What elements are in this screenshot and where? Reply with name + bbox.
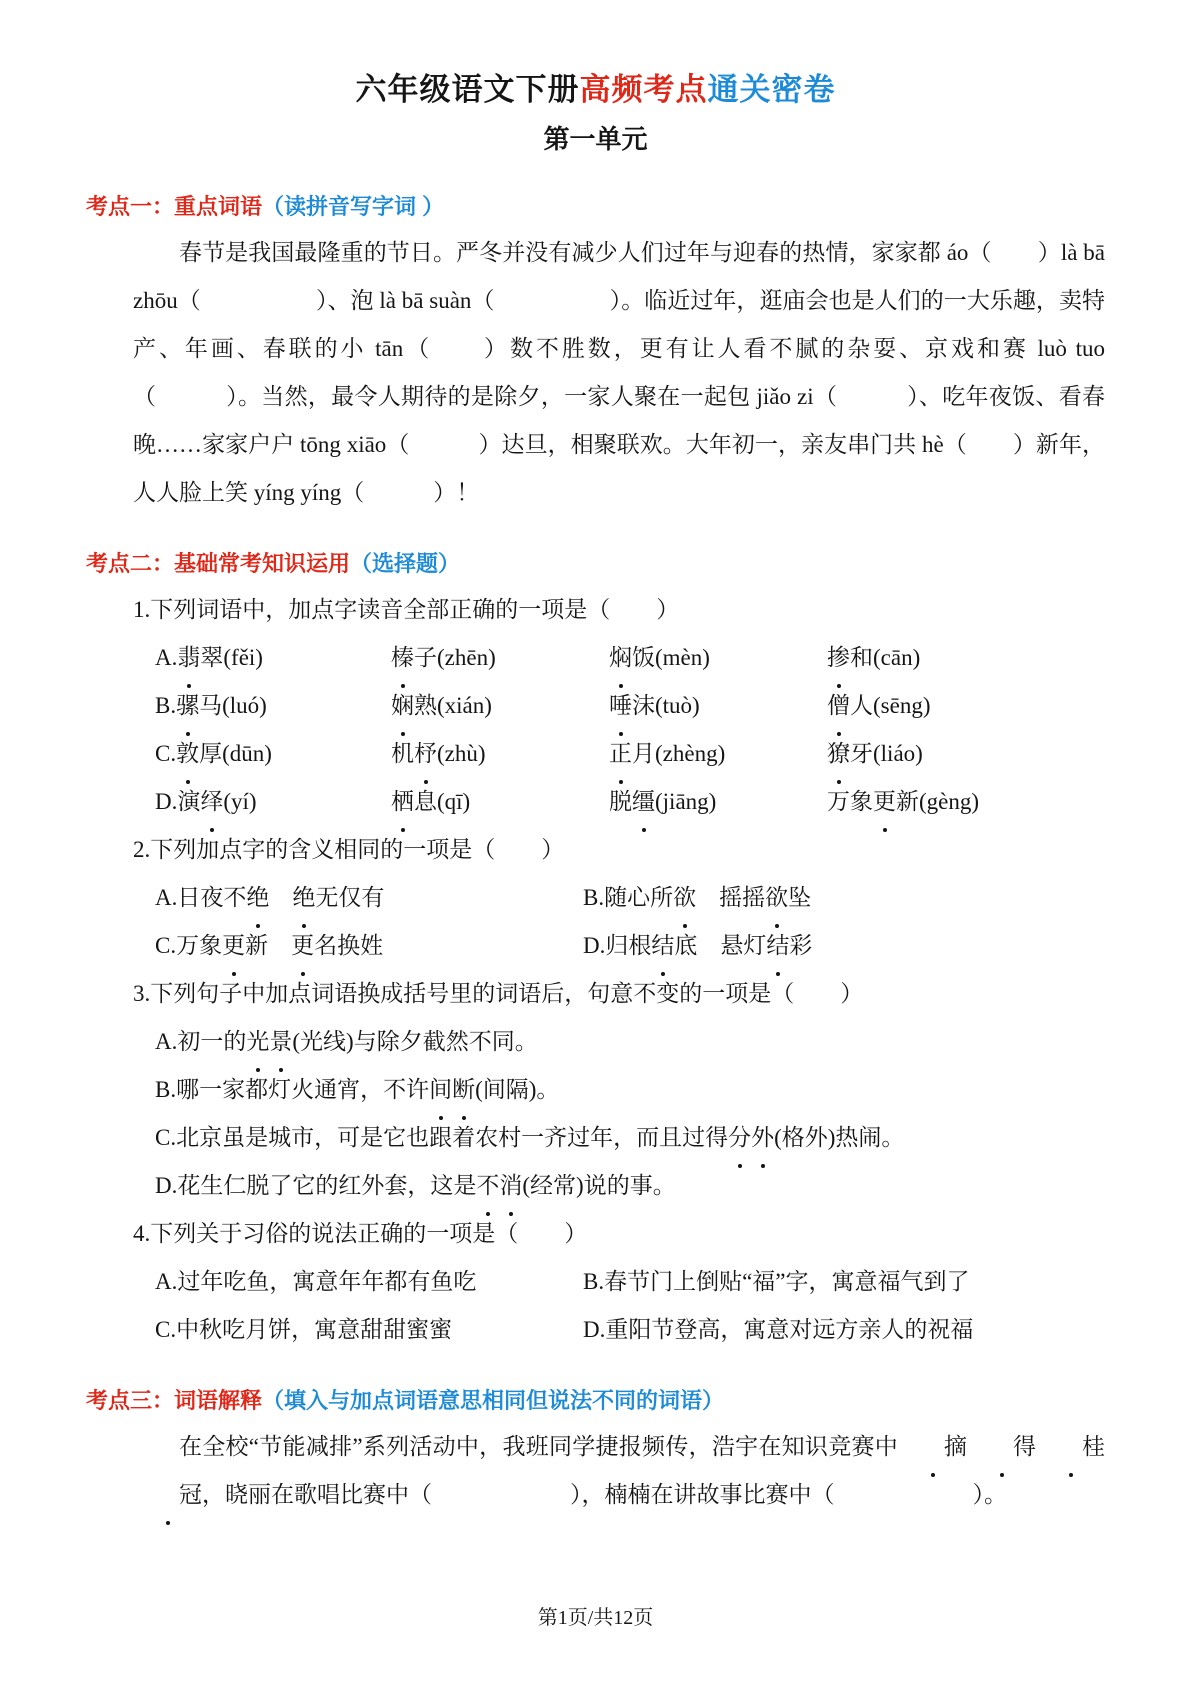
option-line: D.花生仁脱了它的红外套，这是不消(经常)说的事。 — [155, 1162, 1105, 1210]
section1-body — [133, 229, 1105, 517]
dotted-char: 欲 — [673, 874, 696, 922]
option-cell: 万象更新(gèng) — [827, 778, 1105, 826]
page-number: 第1页/共12页 — [537, 1607, 654, 1629]
dotted-char: 绝 — [246, 874, 269, 922]
option-cell: 娴熟(xián) — [391, 682, 609, 730]
option-row — [155, 922, 1105, 970]
option-row — [155, 778, 1105, 826]
question-stem-2: 2.下列加点字的含义相同的一项是（ ） — [133, 837, 565, 862]
dotted-char: 栖 — [391, 778, 414, 826]
dotted-char: 消 — [499, 1162, 522, 1210]
section1-paragraph: 春节是我国最隆重的节日。严冬并没有减少人们过年与迎春的热情，家家都 áo（ ）là bā zhōu（ ）、泡 là bā suàn（ ）。临近过年，逛庙会也是人们的一大乐趣，卖特产、年画、春联的小 tān（ ）数不胜数，更有让人看不腻的杂耍、京戏和赛 luò tuo（ ）。当然，最令人期待的是除夕，一家人聚在一起包 jiǎo zi（ ）、吃年夜饭、看春晚……家家户户 tōng xiāo（ ）达旦，相聚联欢。大年初一，亲友串门共 hè（ ）新年，人人脸上笑 yíng yíng（ ）！ — [133, 240, 1105, 505]
question-stem-3: 3.下列句子中加点词语换成括号里的词语后，句意不变的一项是（ ） — [133, 981, 864, 1006]
section2-heading — [86, 547, 1105, 578]
dotted-char: 僧 — [827, 682, 850, 730]
option-cell: 獠牙(liáo) — [827, 730, 1105, 778]
dotted-char: 结 — [651, 922, 674, 970]
section1-heading-note: （读拼音写字词 ） — [262, 194, 445, 219]
option-cell: A.日夜不绝 绝无仅有 — [155, 874, 583, 922]
dotted-char: 更 — [291, 922, 314, 970]
option-cell: C.万象更新 更名换姓 — [155, 922, 583, 970]
section2-questions — [133, 586, 1105, 1354]
dotted-char: 娴 — [391, 682, 414, 730]
dotted-char: 间 — [429, 1066, 452, 1114]
option-cell: C.中秋吃月饼，寓意甜甜蜜蜜 — [155, 1317, 453, 1342]
dotted-char: 唾 — [609, 682, 632, 730]
option-row — [155, 682, 1105, 730]
option-cell: D.演绎(yí) — [155, 778, 391, 826]
option-line: B.哪一家都灯火通宵，不许间断(间隔)。 — [155, 1066, 1105, 1114]
dotted-char: 正 — [609, 730, 632, 778]
option-cell: 僧人(sēng) — [827, 682, 1105, 730]
title-part-red: 高频考点 — [579, 72, 708, 107]
section3-heading — [86, 1384, 1105, 1415]
dotted-char: 掺 — [827, 634, 850, 682]
dotted-char: 外 — [751, 1114, 774, 1162]
dotted-char: 骡 — [176, 682, 199, 730]
section3-heading-note: （填入与加点词语意思相同但说法不同的词语） — [262, 1388, 725, 1413]
option-row — [155, 1258, 1105, 1306]
option-cell: 脱缰(jiāng) — [609, 778, 827, 826]
section2-heading-main: 考点二：基础常考知识运用 — [86, 551, 351, 576]
dotted-char: 绎 — [200, 778, 223, 826]
option-cell: B.春节门上倒贴“福”字，寓意福气到了 — [583, 1269, 970, 1294]
option-row — [155, 730, 1105, 778]
dotted-char: 缰 — [632, 778, 655, 826]
dotted-char: 更 — [873, 778, 896, 826]
option-cell: A.翡翠(fěi) — [155, 634, 391, 682]
unit-subtitle: 第一单元 — [543, 125, 648, 154]
option-cell: C.敦厚(dūn) — [155, 730, 391, 778]
section3-heading-main: 考点三：词语解释 — [86, 1388, 263, 1413]
title-part-blue: 通关密卷 — [707, 72, 836, 107]
option-cell: D.重阳节登高，寓意对远方亲人的祝福 — [583, 1317, 974, 1342]
dotted-char: 断 — [452, 1066, 475, 1114]
dotted-char: 桂 — [1036, 1423, 1105, 1471]
dotted-char: 榛 — [391, 634, 414, 682]
dotted-char: 欲 — [765, 874, 788, 922]
option-cell: D.归根结底 悬灯结彩 — [583, 922, 1105, 970]
dotted-char: 翡 — [177, 634, 200, 682]
page-title — [86, 64, 1105, 109]
dotted-char: 景 — [269, 1018, 292, 1066]
option-row — [155, 634, 1105, 682]
option-cell: 正月(zhèng) — [609, 730, 827, 778]
dotted-char: 结 — [766, 922, 789, 970]
section2-heading-note: （选择题） — [350, 551, 461, 576]
option-cell: 焖饭(mèn) — [609, 634, 827, 682]
dotted-char: 杼 — [414, 730, 437, 778]
option-row — [155, 1306, 1105, 1354]
dotted-char: 得 — [967, 1423, 1036, 1471]
option-cell: B.骡马(luó) — [155, 682, 391, 730]
dotted-char: 光 — [246, 1018, 269, 1066]
option-cell: A.过年吃鱼，寓意年年都有鱼吃 — [155, 1269, 477, 1294]
dotted-char: 冠 — [133, 1471, 202, 1519]
option-cell: 唾沫(tuò) — [609, 682, 827, 730]
section3-paragraph: 在全校“节能减排”系列活动中，我班同学捷报频传，浩宇在知识竞赛中 摘 得 桂冠，晓丽在歌唱比赛中（ ），楠楠在讲故事比赛中（ ）。 — [133, 1423, 1105, 1519]
dotted-char: 獠 — [827, 730, 850, 778]
option-cell: 栖息(qī) — [391, 778, 609, 826]
option-cell: B.随心所欲 摇摇欲坠 — [583, 874, 1105, 922]
question-stem-4: 4.下列关于习俗的说法正确的一项是（ ） — [133, 1221, 588, 1246]
section1-heading-main: 考点一：重点词语 — [86, 194, 263, 219]
option-line: A.初一的光景(光线)与除夕截然不同。 — [155, 1018, 1105, 1066]
option-cell: 掺和(cān) — [827, 634, 1105, 682]
title-part-black: 六年级语文下册 — [355, 72, 580, 107]
dotted-char: 敦 — [176, 730, 199, 778]
option-cell: 机杼(zhù) — [391, 730, 609, 778]
question-stem-1: 1.下列词语中，加点字读音全部正确的一项是（ ） — [133, 597, 680, 622]
option-line: C.北京虽是城市，可是它也跟着农村一齐过年，而且过得分外(格外)热闹。 — [155, 1114, 1105, 1162]
dotted-char: 焖 — [609, 634, 632, 682]
dotted-char: 绝 — [292, 874, 315, 922]
option-row — [155, 874, 1105, 922]
section3-body — [133, 1423, 1105, 1519]
section1-heading — [86, 190, 1105, 221]
dotted-char: 不 — [476, 1162, 499, 1210]
option-cell: 榛子(zhēn) — [391, 634, 609, 682]
dotted-char: 分 — [728, 1114, 751, 1162]
dotted-char: 摘 — [898, 1423, 967, 1471]
dotted-char: 更 — [222, 922, 245, 970]
